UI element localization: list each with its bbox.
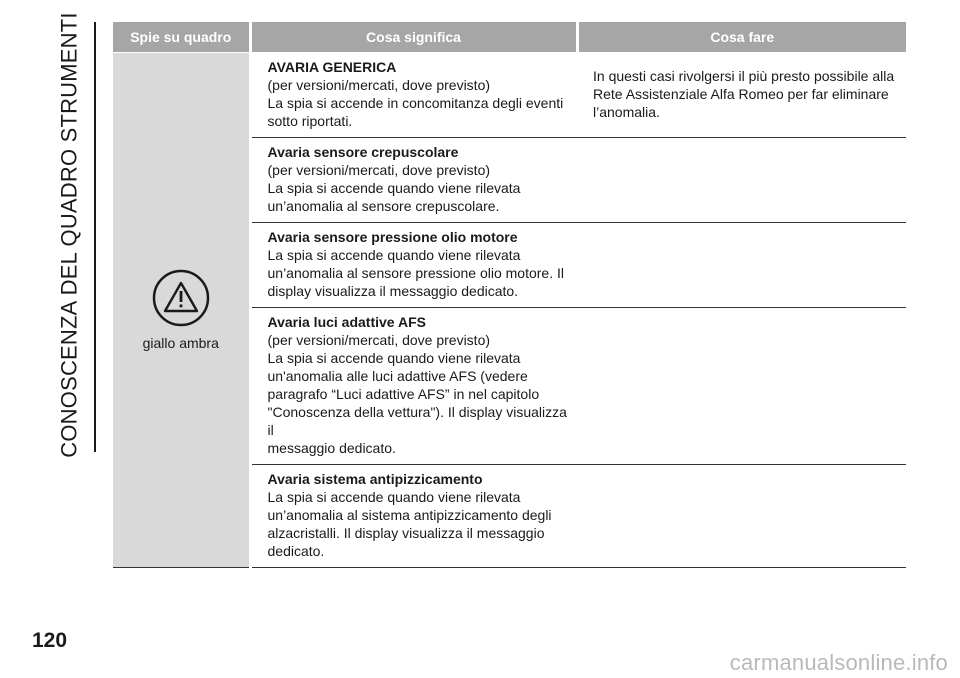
meaning-text: un’anomalia al sensore pressione olio motore. Il — [267, 265, 564, 281]
table-header-row — [113, 22, 906, 53]
meaning-title: Avaria sensore crepuscolare — [267, 144, 459, 160]
meaning-text: La spia si accende quando viene rilevata — [267, 247, 521, 263]
section-title — [50, 11, 90, 458]
meaning-text: un'anomalia alle luci adattive AFS (vedere — [267, 368, 528, 384]
table-row — [113, 53, 906, 138]
meaning-text: La spia si accende quando viene rilevata — [267, 489, 521, 505]
meaning-text: dedicato. — [267, 543, 325, 559]
meaning-text: La spia si accende quando viene rilevata — [267, 180, 521, 196]
meaning-text: (per versioni/mercati, dove previsto) — [267, 332, 491, 348]
warning-light-cell — [113, 53, 250, 568]
action-cell — [577, 308, 906, 465]
warning-light — [113, 269, 249, 351]
warning-lights-table — [113, 22, 906, 568]
page-number: 120 — [32, 629, 68, 652]
meaning-text: paragrafo “Luci adattive AFS” in nel capitolo — [267, 386, 540, 402]
meaning-text: display visualizza il messaggio dedicato. — [267, 283, 519, 299]
meaning-cell — [250, 138, 577, 223]
meaning-text: alzacristalli. Il display visualizza il messaggio — [267, 525, 545, 541]
meaning-text: (per versioni/mercati, dove previsto) — [267, 162, 491, 178]
meaning-text: un’anomalia al sistema antipizzicamento degli — [267, 507, 552, 523]
meaning-text: un’anomalia al sensore crepuscolare. — [267, 198, 500, 214]
meaning-title: Avaria sistema antipizzicamento — [267, 471, 483, 487]
table-body — [113, 53, 906, 568]
action-cell — [577, 138, 906, 223]
watermark: carmanualsonline.info — [729, 650, 948, 675]
header-significa: Cosa significa — [250, 22, 577, 53]
meaning-text: sotto riportati. — [267, 113, 353, 129]
section-divider — [94, 22, 96, 452]
action-cell — [577, 465, 906, 568]
meaning-cell — [250, 308, 577, 465]
meaning-title: AVARIA GENERICA — [267, 59, 397, 75]
action-cell — [577, 53, 906, 138]
meaning-title: Avaria sensore pressione olio motore — [267, 229, 518, 245]
action-cell — [577, 223, 906, 308]
warning-light-color: giallo ambra — [142, 335, 219, 351]
action-text: In questi casi rivolgersi il più presto possibile alla — [593, 68, 895, 84]
meaning-text: messaggio dedicato. — [267, 440, 396, 456]
section-title-text: CONOSCENZA DEL QUADRO STRUMENTI — [57, 11, 82, 458]
header-spie: Spie su quadro — [113, 22, 250, 53]
meaning-text: La spia si accende in concomitanza degli eventi — [267, 95, 564, 111]
meaning-text: (per versioni/mercati, dove previsto) — [267, 77, 491, 93]
meaning-text: La spia si accende quando viene rilevata — [267, 350, 521, 366]
header-fare: Cosa fare — [577, 22, 906, 53]
meaning-cell — [250, 223, 577, 308]
action-text: l’anomalia. — [593, 104, 660, 120]
meaning-title: Avaria luci adattive AFS — [267, 314, 426, 330]
meaning-cell — [250, 465, 577, 568]
meaning-cell — [250, 53, 577, 138]
warning-triangle-icon — [152, 269, 210, 327]
meaning-text: "Conoscenza della vettura"). Il display visualizza il — [267, 404, 567, 438]
action-text: Rete Assistenziale Alfa Romeo per far eliminare — [593, 86, 889, 102]
